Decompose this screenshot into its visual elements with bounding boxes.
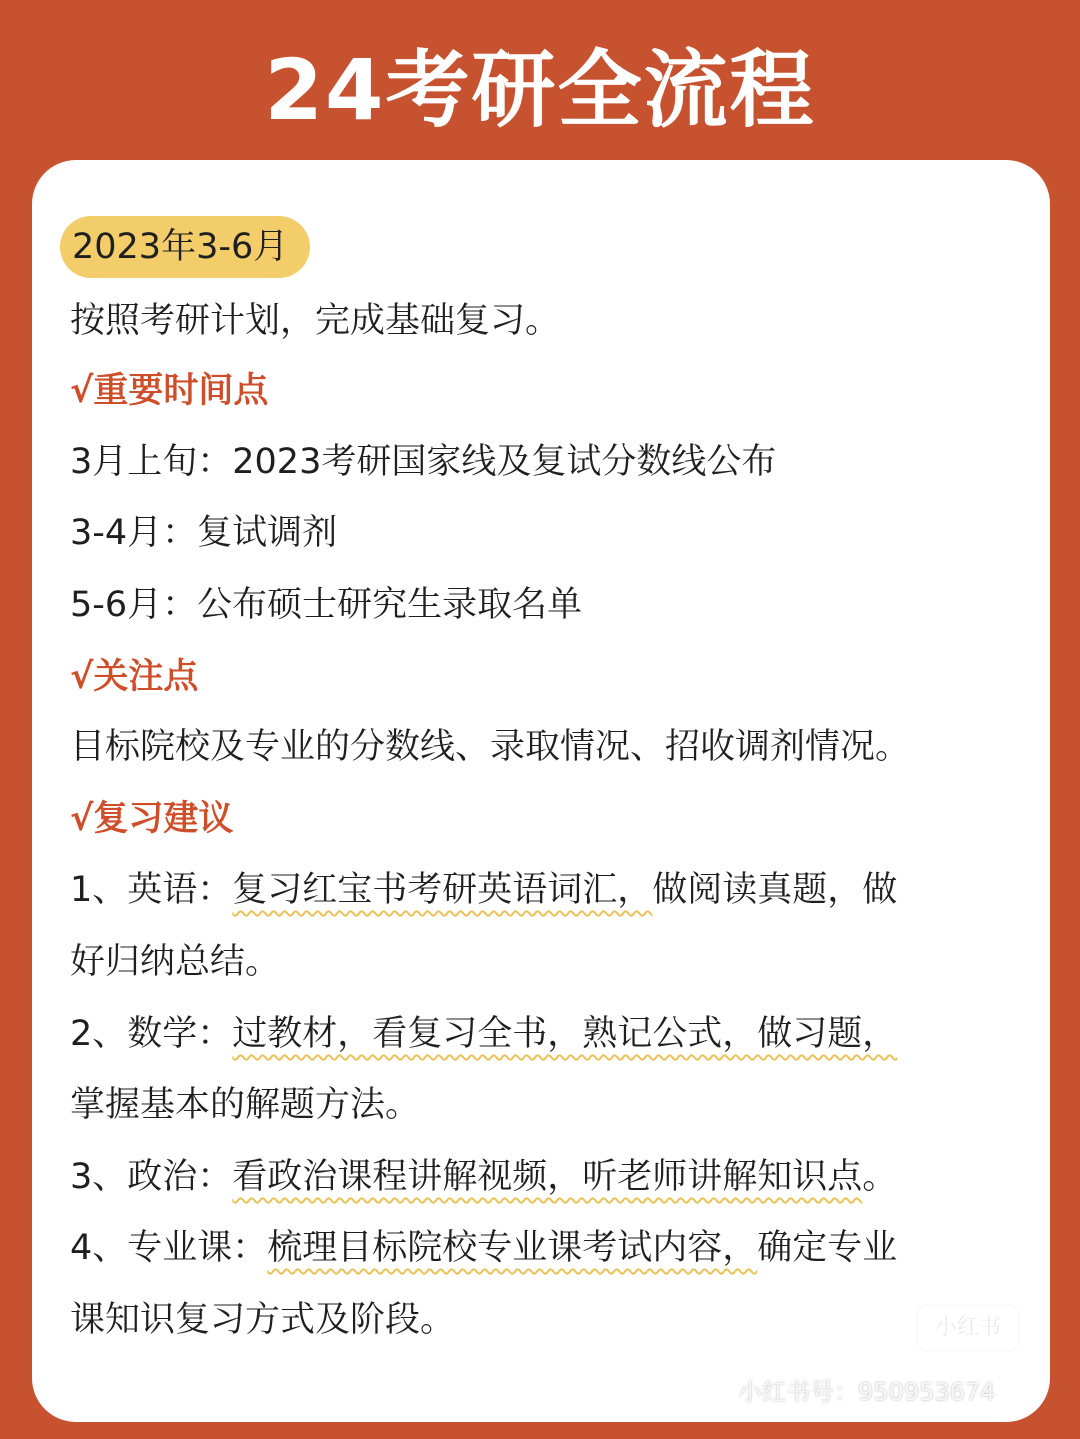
advice-prefix: 1、英语：	[70, 870, 233, 910]
section-heading-advice: √复习建议	[70, 799, 234, 839]
section-heading-focus: √关注点	[70, 657, 199, 697]
advice-item-english-cont: 好归纳总结。	[70, 942, 281, 982]
watermark-id: 小红书号：950953674	[738, 1378, 996, 1406]
page-title: 24考研全流程	[264, 41, 816, 139]
advice-item-major	[70, 1223, 897, 1273]
section-heading-key-dates: √重要时间点	[70, 371, 269, 411]
advice-text: 。	[862, 1157, 898, 1197]
period-badge: 2023年3-6月	[60, 216, 310, 278]
advice-item-major-cont: 课知识复习方式及阶段。	[70, 1300, 456, 1340]
advice-item-math-cont: 掌握基本的解题方法。	[70, 1085, 421, 1125]
advice-text: 确定专业	[757, 1228, 898, 1268]
advice-highlight: 看政治课程讲解视频，听老师讲解知识点	[232, 1157, 863, 1197]
advice-prefix: 4、专业课：	[70, 1228, 268, 1268]
xiaohongshu-logo-icon: 小红书	[918, 1306, 1018, 1350]
advice-highlight: 梳理目标院校专业课考试内容，	[267, 1228, 758, 1268]
advice-text: 做阅读真题，做	[652, 870, 898, 910]
advice-item-english	[70, 865, 897, 915]
key-date-item: 3-4月：复试调剂	[70, 513, 338, 553]
advice-prefix: 2、数学：	[70, 1014, 233, 1054]
advice-highlight: 过教材，看复习全书，熟记公式，做习题，	[232, 1014, 898, 1054]
key-date-item: 5-6月：公布硕士研究生录取名单	[70, 585, 583, 625]
advice-highlight: 复习红宝书考研英语词汇，	[232, 870, 653, 910]
advice-item-math	[70, 1009, 897, 1059]
intro-text: 按照考研计划，完成基础复习。	[70, 301, 561, 341]
focus-text: 目标院校及专业的分数线、录取情况、招收调剂情况。	[70, 727, 911, 767]
advice-prefix: 3、政治：	[70, 1157, 233, 1197]
advice-item-politics	[70, 1152, 897, 1202]
key-date-item: 3月上旬：2023考研国家线及复试分数线公布	[70, 442, 777, 482]
